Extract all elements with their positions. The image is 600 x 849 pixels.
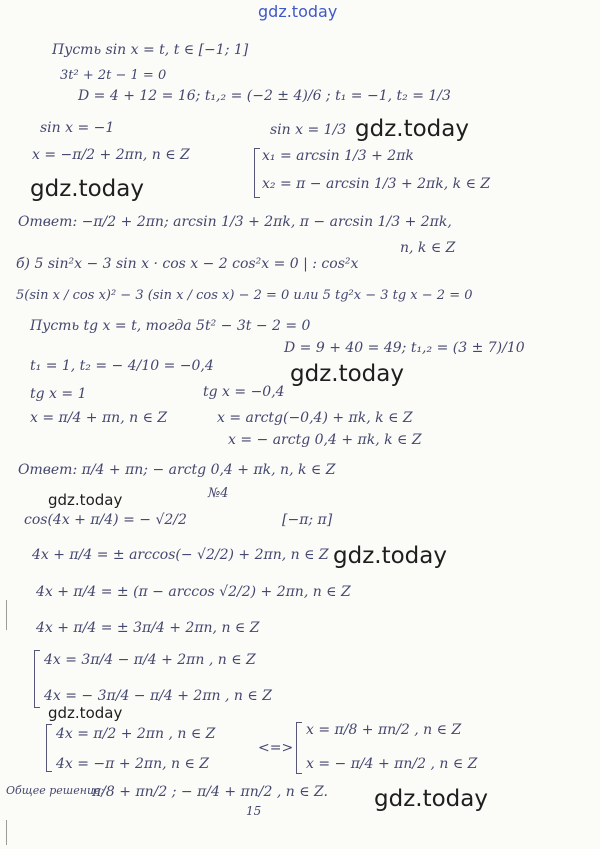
general-solution-label: Общее решение: [6,784,105,797]
solution-tg-one: x = π/4 + πn, n ∈ Z [30,410,168,426]
solution-x1-line: x₁ = arcsin 1/3 + 2πk [262,148,414,164]
system-x-line-1: x = π/8 + πn/2 , n ∈ Z [306,722,462,738]
answer-a-line: Ответ: −π/2 + 2πn; arcsin 1/3 + 2πk, π − arcsin 1/3 + 2πk, [18,214,452,230]
watermark[interactable]: gdz.today [333,543,447,569]
system-brace [46,724,52,772]
margin-mark [6,820,7,845]
solution-x-line: x = −π/2 + 2πn, n ∈ Z [32,147,190,163]
cos-equation: cos(4x + π/4) = − √2/2 [24,512,187,528]
system-brace [254,148,260,198]
solution-tg-minus-simplified: x = − arctg 0,4 + πk, k ∈ Z [228,432,422,448]
watermark[interactable]: gdz.today [374,786,488,812]
general-solution-line: π/8 + πn/2 ; − π/4 + πn/2 , n ∈ Z. [92,784,328,800]
watermark[interactable]: gdz.today [48,704,123,722]
task-number: №4 [208,486,229,501]
system-brace [296,722,302,774]
answer-a-domain: n, k ∈ Z [400,240,456,256]
discriminant-line: D = 4 + 12 = 16; t₁,₂ = (−2 ± 4)/6 ; t₁ = −1, t₂ = 1/3 [78,88,451,104]
watermark[interactable]: gdz.today [48,491,123,509]
system-line-2: 4x = − 3π/4 − π/4 + 2πn , n ∈ Z [44,688,272,704]
watermark[interactable]: gdz.today [30,176,144,202]
system-line-1: 4x = 3π/4 − π/4 + 2πn , n ∈ Z [44,652,256,668]
answer-b-line: Ответ: π/4 + πn; − arctg 0,4 + πk, n, k ∈ Z [18,462,336,478]
quadratic-equation: 3t² + 2t − 1 = 0 [60,68,167,83]
simplified-line: 4x + π/4 = ± 3π/4 + 2πn, n ∈ Z [36,620,260,636]
system-4x-line-2: 4x = −π + 2πn, n ∈ Z [56,756,210,772]
case-tg-minus: tg x = −0,4 [203,384,285,400]
page-number: 15 [246,804,262,818]
roots-b-line: t₁ = 1, t₂ = − 4/10 = −0,4 [30,358,214,374]
substitution-line: Пусть sin x = t, t ∈ [−1; 1] [52,42,249,58]
case-sin-one-third: sin x = 1/3 [270,122,347,138]
discriminant-b-line: D = 9 + 40 = 49; t₁,₂ = (3 ± 7)/10 [284,340,525,356]
interval-label: [−π; π] [282,512,333,528]
solution-tg-minus: x = arctg(−0,4) + πk, k ∈ Z [217,410,413,426]
system-x-line-2: x = − π/4 + πn/2 , n ∈ Z [306,756,478,772]
margin-mark [6,600,7,630]
equivalence-sign: <=> [258,740,294,756]
arccos-transformed-line: 4x + π/4 = ± (π − arccos √2/2) + 2πn, n ∈ Z [36,584,351,600]
system-4x-line-1: 4x = π/2 + 2πn , n ∈ Z [56,726,216,742]
equation-b-line: б) 5 sin²x − 3 sin x · cos x − 2 cos²x = 0 | : cos²x [16,256,359,272]
arccos-line: 4x + π/4 = ± arccos(− √2/2) + 2πn, n ∈ Z [32,547,329,563]
watermark[interactable]: gdz.today [290,361,404,387]
divided-equation-line: 5(sin x / cos x)² − 3 (sin x / cos x) − 2 = 0 или 5 tg²x − 3 tg x − 2 = 0 [16,288,473,303]
watermark[interactable]: gdz.today [355,116,469,142]
substitution-b-line: Пусть tg x = t, тогда 5t² − 3t − 2 = 0 [30,318,311,334]
case-tg-one: tg x = 1 [30,386,87,402]
solution-x2-line: x₂ = π − arcsin 1/3 + 2πk, k ∈ Z [262,176,491,192]
watermark-top[interactable]: gdz.today [258,2,338,21]
case-sin-minus-one: sin x = −1 [40,120,115,136]
system-brace [34,650,40,708]
